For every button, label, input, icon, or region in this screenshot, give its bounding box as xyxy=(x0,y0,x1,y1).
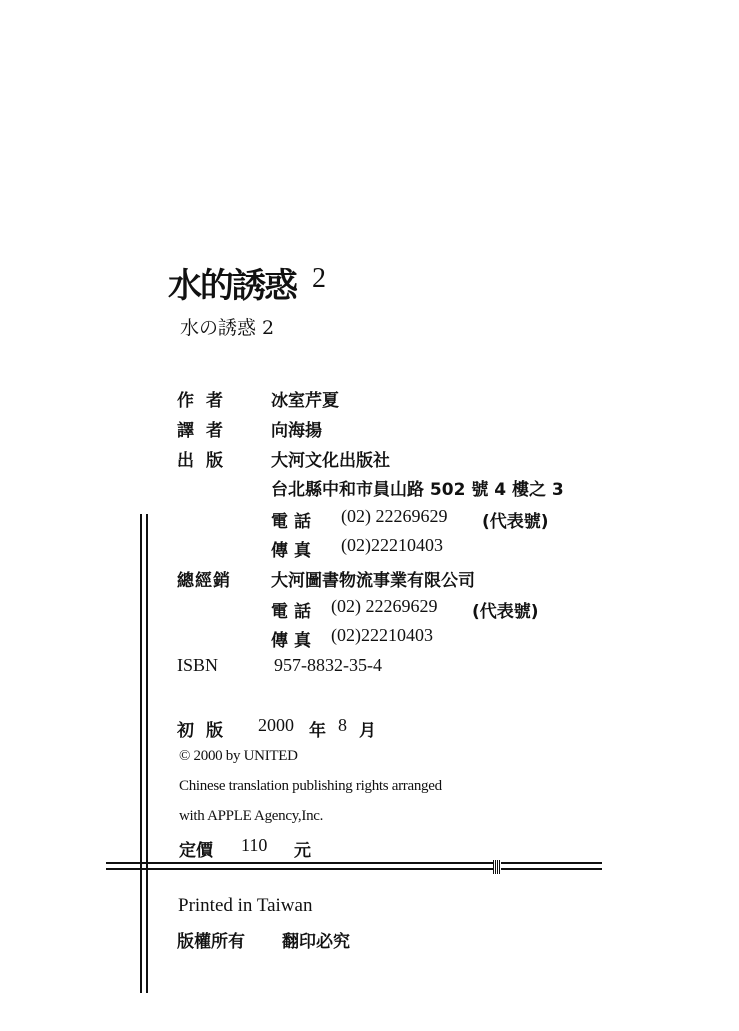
printed-in: Printed in Taiwan xyxy=(178,895,313,916)
publisher-phone-note: (代表號) xyxy=(482,512,549,532)
rights-line-2: with APPLE Agency,Inc. xyxy=(179,808,324,824)
price-label: 定價 xyxy=(179,841,213,861)
frame-vertical-line-outer xyxy=(140,514,142,993)
translator-label: 譯者 xyxy=(177,421,235,441)
frame-line-ornament xyxy=(493,860,501,874)
edition-year: 2000 xyxy=(258,715,294,735)
original-title: 水の誘惑 2 xyxy=(180,317,275,339)
author-label: 作者 xyxy=(177,391,235,411)
publisher-address: 台北縣中和市員山路 502 號 4 樓之 3 xyxy=(271,480,564,500)
book-title: 水的誘惑 xyxy=(168,266,296,306)
publisher-name: 大河文化出版社 xyxy=(271,451,390,471)
isbn-value: 957-8832-35-4 xyxy=(274,655,382,675)
book-volume-number: 2 xyxy=(312,263,326,294)
rights-reserved: 版權所有 xyxy=(177,932,245,952)
author-value: 冰室芹夏 xyxy=(271,391,339,411)
copyright-line: © 2000 by UNITED xyxy=(179,748,298,764)
frame-horizontal-line-bottom xyxy=(106,868,602,870)
edition-year-unit: 年 xyxy=(309,721,326,741)
price-unit: 元 xyxy=(294,841,311,861)
frame-vertical-line-inner xyxy=(146,514,148,993)
price-value: 110 xyxy=(241,835,268,855)
publisher-label: 出版 xyxy=(177,451,235,471)
frame-horizontal-line-top xyxy=(106,862,602,864)
distributor-fax: (02)22210403 xyxy=(331,625,433,645)
publisher-phone-label: 電話 xyxy=(271,512,317,532)
distributor-phone-note: (代表號) xyxy=(472,602,539,622)
translator-value: 向海揚 xyxy=(271,421,322,441)
edition-month-unit: 月 xyxy=(359,721,376,741)
publisher-phone: (02) 22269629 xyxy=(341,506,448,526)
distributor-label: 總經銷 xyxy=(177,571,231,591)
rights-line-1: Chinese translation publishing rights arranged xyxy=(179,778,442,794)
publisher-fax: (02)22210403 xyxy=(341,535,443,555)
distributor-phone-label: 電話 xyxy=(271,602,317,622)
publisher-fax-label: 傳真 xyxy=(271,541,317,561)
distributor-phone: (02) 22269629 xyxy=(331,596,438,616)
edition-label: 初版 xyxy=(177,721,235,741)
edition-month: 8 xyxy=(338,715,347,735)
distributor-fax-label: 傳真 xyxy=(271,631,317,651)
distributor-name: 大河圖書物流事業有限公司 xyxy=(271,571,475,591)
no-reproduction: 翻印必究 xyxy=(282,932,350,952)
isbn-label: ISBN xyxy=(177,655,219,675)
